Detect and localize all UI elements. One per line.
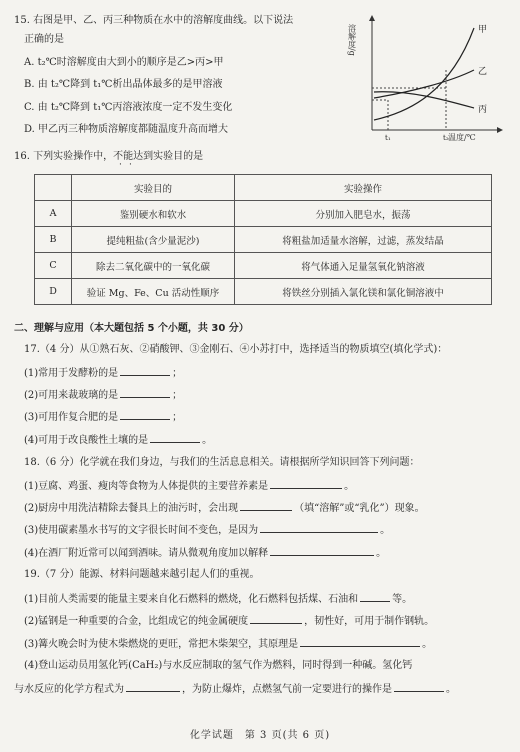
table-row — [35, 227, 492, 253]
table-cell: 除去二氧化碳中的一氧化碳 — [72, 253, 235, 279]
experiment-table — [34, 174, 492, 305]
q18-item-2: (2)厨房中用洗洁精除去餐具上的油污时，会出现 （填“溶解”或“乳化”）现象。 — [24, 500, 425, 516]
q18-item-4: (4)在酒厂附近常可以闻到酒味。请从微观角度加以解释 。 — [24, 545, 386, 561]
answer-blank[interactable] — [150, 432, 200, 443]
q19-item-4-cont: 与水反应的化学方程式为 ，为防止爆炸，点燃氢气前一定要进行的操作是 。 — [14, 681, 456, 697]
page-footer: 化学试题 第 3 页(共 6 页) — [189, 730, 331, 741]
curve-jia — [374, 28, 474, 120]
q19-item-3: (3)篝火晚会时为使木柴燃烧的更旺，常把木柴架空，其原理是 。 — [24, 636, 432, 652]
answer-blank[interactable] — [360, 591, 390, 602]
q18-item-3: (3)使用碳素墨水书写的文字很长时间不变色，是因为 。 — [24, 522, 390, 538]
answer-blank[interactable] — [394, 681, 444, 692]
table-row — [35, 279, 492, 305]
table-header-row — [35, 175, 492, 201]
q18-item-1: (1)豆腐、鸡蛋、瘦肉等食物为人体提供的主要营养素是 。 — [24, 478, 354, 494]
answer-blank[interactable] — [126, 681, 180, 692]
curve-yi — [374, 70, 474, 98]
q15-stem-cont: 正确的是 — [24, 34, 64, 45]
table-row — [35, 201, 492, 227]
q15-option-a: A. t₂℃时溶解度由大到小的顺序是乙>丙>甲 — [24, 57, 224, 68]
answer-blank[interactable] — [120, 365, 170, 376]
q18-stem: 18.（6 分）化学就在我们身边，与我们的生活息息相关。请根据所学知识回答下列问题： — [24, 457, 420, 468]
q15-option-d: D. 甲乙丙三种物质溶解度都随温度升高而增大 — [24, 124, 229, 135]
q17-item-1: (1)常用于发酵粉的是 ； — [24, 365, 182, 381]
table-cell: 验证 Mg、Fe、Cu 活动性顺序 — [72, 279, 235, 305]
table-cell: 将铁丝分别插入氯化镁和氯化铜溶液中 — [235, 279, 492, 305]
emphasis-dot: · — [119, 160, 122, 170]
table-cell: 鉴别硬水和软水 — [72, 201, 235, 227]
label-jia: 甲 — [478, 25, 488, 35]
q15-option-b: B. 由 t₂℃降到 t₁℃析出晶体最多的是甲溶液 — [24, 79, 223, 90]
answer-blank[interactable] — [120, 387, 170, 398]
q17-item-4: (4)可用于改良酸性土壤的是 。 — [24, 432, 212, 448]
table-cell: 分别加入肥皂水，振荡 — [235, 201, 492, 227]
table-cell: 将气体通入足量氢氧化钠溶液 — [235, 253, 492, 279]
table-header: 实验操作 — [235, 175, 492, 201]
q16-stem: 16. 下列实验操作中，不能达到实验目的是 — [14, 151, 204, 162]
q19-item-1: (1)目前人类需要的能量主要来自化石燃料的燃烧，化石燃料包括煤、石油和 等。 — [24, 591, 412, 607]
answer-blank[interactable] — [270, 478, 342, 489]
label-bing: 丙 — [478, 105, 488, 115]
answer-blank[interactable] — [120, 409, 170, 420]
answer-blank[interactable] — [250, 613, 302, 624]
q19-item-4: (4)登山运动员用氢化钙(CaH₂)与水反应制取的氢气作为燃料，同时得到一种碱。氢化钙 — [24, 660, 413, 671]
answer-blank[interactable] — [260, 522, 378, 533]
label-yi: 乙 — [478, 67, 488, 77]
answer-blank[interactable] — [300, 636, 420, 647]
emphasis-dot: · — [129, 160, 132, 170]
solubility-graph — [347, 12, 506, 142]
table-cell: 将粗盐加适量水溶解，过滤，蒸发结晶 — [235, 227, 492, 253]
q19-stem: 19.（7 分）能源、材料问题越来越引起人们的重视。 — [24, 569, 260, 580]
table-header: 实验目的 — [72, 175, 235, 201]
q17-item-3: (3)可用作复合肥的是 ； — [24, 409, 182, 425]
q15-stem: 15. 右图是甲、乙、丙三种物质在水中的溶解度曲线。以下说法 — [14, 15, 294, 26]
q19-item-2: (2)锰钢是一种重要的合金，比组成它的纯金属硬度 ，韧性好，可用于制作钢轨。 — [24, 613, 434, 629]
table-cell: A — [35, 201, 72, 227]
curve-bing — [374, 92, 474, 108]
table-cell — [35, 175, 72, 201]
x-axis-label: 温度/℃ — [448, 133, 476, 142]
q17-stem: 17.（4 分）从①熟石灰、②硝酸钾、③金刚石、④小苏打中，选择适当的物质填空(填化学式)： — [24, 344, 448, 355]
table-cell: 提纯粗盐(含少量泥沙) — [72, 227, 235, 253]
section-heading: 二、理解与应用（本大题包括 5 个小题，共 30 分） — [14, 323, 249, 334]
label-t1: t₁ — [385, 134, 391, 142]
q15-option-c: C. 由 t₂℃降到 t₁℃丙溶液浓度一定不发生变化 — [24, 102, 233, 113]
q17-item-2: (2)可用来裁玻璃的是 ； — [24, 387, 182, 403]
answer-blank[interactable] — [240, 500, 292, 511]
label-t2: t₂ — [443, 134, 449, 142]
table-cell: B — [35, 227, 72, 253]
y-axis-label: 溶解度/g — [347, 24, 357, 56]
table-row — [35, 253, 492, 279]
table-cell: D — [35, 279, 72, 305]
answer-blank[interactable] — [270, 545, 374, 556]
table-cell: C — [35, 253, 72, 279]
